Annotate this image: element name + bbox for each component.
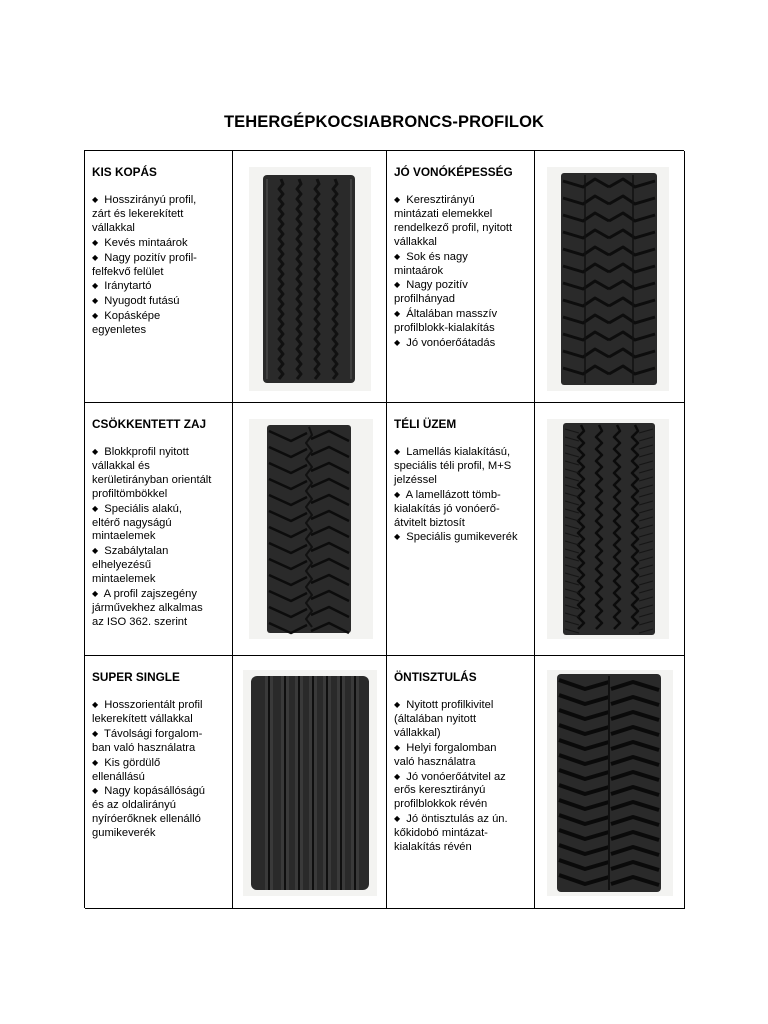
feature-line: ◆ Speciális alakú, — [92, 502, 182, 515]
profile-cell-jo-vonokepesseg — [387, 151, 535, 403]
profile-cell-super-single — [85, 656, 233, 909]
feature-line: gumikeverék — [92, 827, 156, 840]
feature-line: vállakkal) — [394, 726, 441, 739]
bullet-icon: ◆ — [92, 546, 99, 556]
tread-self-cleaning-image — [535, 656, 685, 909]
feature-line: ◆ Nagy pozitív profil- — [92, 251, 197, 264]
feature-line: vállakkal — [92, 221, 135, 234]
tread-longitudinal-grooves-image — [233, 151, 387, 403]
bullet-icon: ◆ — [92, 700, 99, 709]
feature-line: ◆ Nagy pozitív — [394, 279, 468, 292]
tread-image-cell-super-single — [233, 656, 387, 909]
feature-line: lekerekített vállakkal — [92, 712, 193, 725]
feature-line: ◆ Általában masszív — [394, 308, 498, 321]
feature-line: ◆ A lamellázott tömb- — [394, 488, 501, 501]
tread-strip — [563, 423, 655, 635]
profile-cell-ontisztulas — [387, 656, 535, 909]
feature-list — [394, 698, 530, 855]
feature-line: ◆ A profil zajszegény — [92, 588, 197, 601]
feature-line: ◆ Szabálytalan — [92, 545, 169, 558]
feature-line: ◆ Kevés mintaárok — [92, 236, 188, 249]
profile-cell-kis-kopas — [85, 151, 233, 403]
feature-line: kerületirányban orientált — [92, 473, 212, 486]
bullet-icon: ◆ — [92, 195, 99, 204]
feature-line: profilblokkok révén — [394, 798, 488, 811]
bullet-icon: ◆ — [394, 447, 401, 456]
feature-line: ◆ Speciális gumikeverék — [394, 531, 518, 544]
feature-line: kialakítás révén — [394, 841, 472, 854]
feature-line: ban való használatra — [92, 741, 196, 754]
feature-line: és az oldalirányú — [92, 799, 176, 812]
feature-line: mintázati elemekkel — [394, 207, 493, 220]
bullet-icon: ◆ — [92, 447, 99, 456]
feature-line: ◆ Jó vonóerőátvitel az — [394, 770, 506, 783]
feature-line: ◆ Iránytartó — [92, 280, 152, 293]
bullet-icon: ◆ — [92, 728, 99, 738]
tread-image-cell-jo-vonokepesseg — [535, 151, 685, 403]
bullet-icon: ◆ — [92, 589, 99, 599]
feature-line: ◆ Távolsági forgalom- — [92, 727, 203, 740]
bullet-icon: ◆ — [394, 489, 401, 499]
feature-line: ◆ Nyugodt futású — [92, 295, 180, 308]
feature-line: erős keresztirányú — [394, 784, 486, 797]
feature-line: zárt és lekerekített — [92, 207, 184, 220]
feature-line: átvitelt biztosít — [394, 516, 465, 529]
bullet-icon: ◆ — [394, 814, 401, 824]
feature-line: mintaelemek — [92, 573, 156, 586]
tread-strip — [263, 175, 355, 383]
feature-line: nyíróerőknek ellenálló — [92, 813, 201, 826]
feature-line: rendelkező profil, nyitott — [394, 221, 513, 234]
tread-super-single-image — [233, 656, 387, 909]
feature-line: ◆ Helyi forgalomban — [394, 741, 497, 754]
feature-line: ◆ Sok és nagy — [394, 250, 468, 263]
feature-line: profilhányad — [394, 293, 455, 306]
feature-line: ◆ Kis gördülő — [92, 756, 161, 769]
feature-line: elhelyezésű — [92, 559, 152, 572]
tread-winter-sipes-image — [535, 403, 685, 656]
bullet-icon: ◆ — [394, 338, 401, 348]
bullet-icon: ◆ — [92, 786, 99, 796]
feature-line: eltérő nagyságú — [92, 516, 172, 529]
profile-name: TÉLI ÜZEM — [394, 417, 457, 431]
feature-line: profiltömbökkel — [92, 487, 168, 500]
bullet-icon: ◆ — [394, 195, 401, 204]
feature-list — [394, 193, 530, 351]
bullet-icon: ◆ — [92, 503, 99, 513]
feature-list — [92, 193, 228, 338]
tread-image-cell-kis-kopas — [233, 151, 387, 403]
profile-table — [84, 150, 684, 908]
feature-line: vállakkal — [394, 235, 437, 248]
tread-image-cell-csokkentett-zaj — [233, 403, 387, 656]
feature-line: ◆ Hosszirányú profil, — [92, 194, 197, 206]
bullet-icon: ◆ — [92, 296, 99, 306]
feature-line: speciális téli profil, M+S — [394, 459, 512, 472]
feature-line: mintaelemek — [92, 530, 156, 543]
bullet-icon: ◆ — [394, 742, 401, 752]
feature-line: ◆ Lamellás kialakítású, — [394, 446, 511, 458]
bullet-icon: ◆ — [394, 251, 401, 261]
feature-line: ◆ Keresztirányú — [394, 194, 475, 206]
tread-image-cell-teli-uzem — [535, 403, 685, 656]
bullet-icon: ◆ — [92, 252, 99, 262]
feature-list — [394, 445, 530, 545]
tread-diagonal-blocks-image — [233, 403, 387, 656]
tread-image-cell-ontisztulas — [535, 656, 685, 909]
feature-line: ◆ Jó öntisztulás az ún. — [394, 813, 508, 826]
bullet-icon: ◆ — [394, 309, 401, 319]
feature-line: profilblokk-kialakítás — [394, 322, 495, 335]
feature-line: ◆ Hosszorientált profil — [92, 699, 203, 711]
feature-line: ◆ Kopásképe — [92, 310, 161, 323]
profile-name: ÖNTISZTULÁS — [394, 670, 477, 684]
feature-line: ◆ Nagy kopásállóságú — [92, 785, 206, 798]
bullet-icon: ◆ — [92, 311, 99, 321]
profile-name: KIS KOPÁS — [92, 165, 157, 179]
profile-name: SUPER SINGLE — [92, 670, 180, 684]
profile-cell-teli-uzem — [387, 403, 535, 656]
bullet-icon: ◆ — [394, 771, 401, 781]
feature-line: mintaárok — [394, 264, 444, 277]
feature-line: kialakítás jó vonóerő- — [394, 502, 500, 515]
tread-traction-blocks-image — [535, 151, 685, 403]
bullet-icon: ◆ — [394, 532, 401, 542]
bullet-icon: ◆ — [394, 280, 401, 290]
feature-line: felfekvő felület — [92, 265, 164, 278]
bullet-icon: ◆ — [92, 757, 99, 767]
profile-cell-csokkentett-zaj — [85, 403, 233, 656]
feature-list — [92, 445, 228, 630]
feature-line: kőkidobó mintázat- — [394, 827, 488, 840]
bullet-icon: ◆ — [92, 281, 99, 291]
feature-line: ◆ Blokkprofil nyitott — [92, 446, 189, 458]
bullet-icon: ◆ — [92, 237, 99, 247]
profile-name: CSÖKKENTETT ZAJ — [92, 417, 207, 431]
feature-line: való használatra — [394, 755, 476, 768]
feature-line: egyenletes — [92, 324, 147, 337]
feature-line: vállakkal és — [92, 459, 150, 472]
feature-line: ellenállású — [92, 770, 145, 783]
feature-line: jelzéssel — [394, 473, 437, 486]
bullet-icon: ◆ — [394, 700, 401, 709]
profile-name: JÓ VONÓKÉPESSÉG — [394, 165, 513, 179]
feature-line: ◆ Nyitott profilkivitel — [394, 699, 494, 711]
feature-list — [92, 698, 228, 841]
feature-line: járművekhez alkalmas — [92, 601, 203, 614]
feature-line: (általában nyitott — [394, 712, 477, 725]
feature-line: az ISO 362. szerint — [92, 615, 188, 628]
page-title: TEHERGÉPKOCSIABRONCS-PROFILOK — [223, 113, 545, 131]
feature-line: ◆ Jó vonóerőátadás — [394, 337, 496, 350]
